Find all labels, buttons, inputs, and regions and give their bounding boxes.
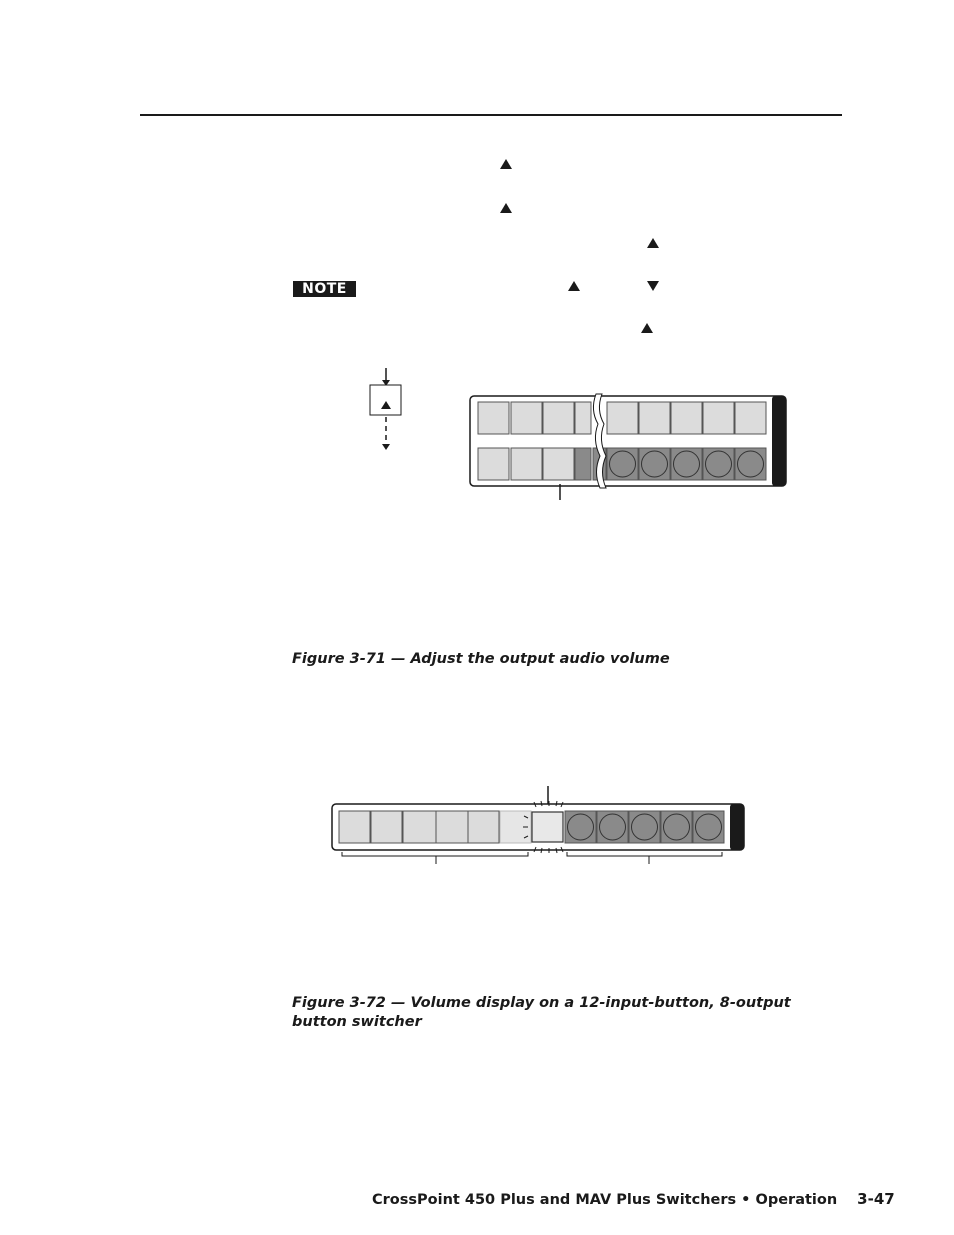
note-badge: NOTE [293, 281, 356, 297]
up-arrow-icon-1 [500, 159, 512, 169]
front-panel-71 [470, 394, 786, 500]
volume-up-button-diagram [370, 368, 401, 450]
down-arrow-icon [647, 281, 659, 291]
figure-71-illustration [360, 360, 800, 505]
page-footer [372, 1190, 895, 1208]
figure-71-caption: Figure 3-71 — Adjust the output audio volume [292, 651, 670, 667]
up-arrow-icon-3 [647, 238, 659, 248]
figure-72-illustration [328, 780, 748, 870]
up-arrow-icon-2 [500, 203, 512, 213]
up-arrow-icon-4 [568, 281, 580, 291]
footer-title: CrossPoint 450 Plus and MAV Plus Switchers • Operation [372, 1192, 838, 1208]
up-arrow-icon-5 [641, 323, 653, 333]
page-number: 3-47 [857, 1190, 895, 1208]
figure-72-caption: Figure 3-72 — Volume display on a 12-input-button, 8-output button switcher [292, 995, 791, 1030]
header-rule [140, 114, 842, 116]
